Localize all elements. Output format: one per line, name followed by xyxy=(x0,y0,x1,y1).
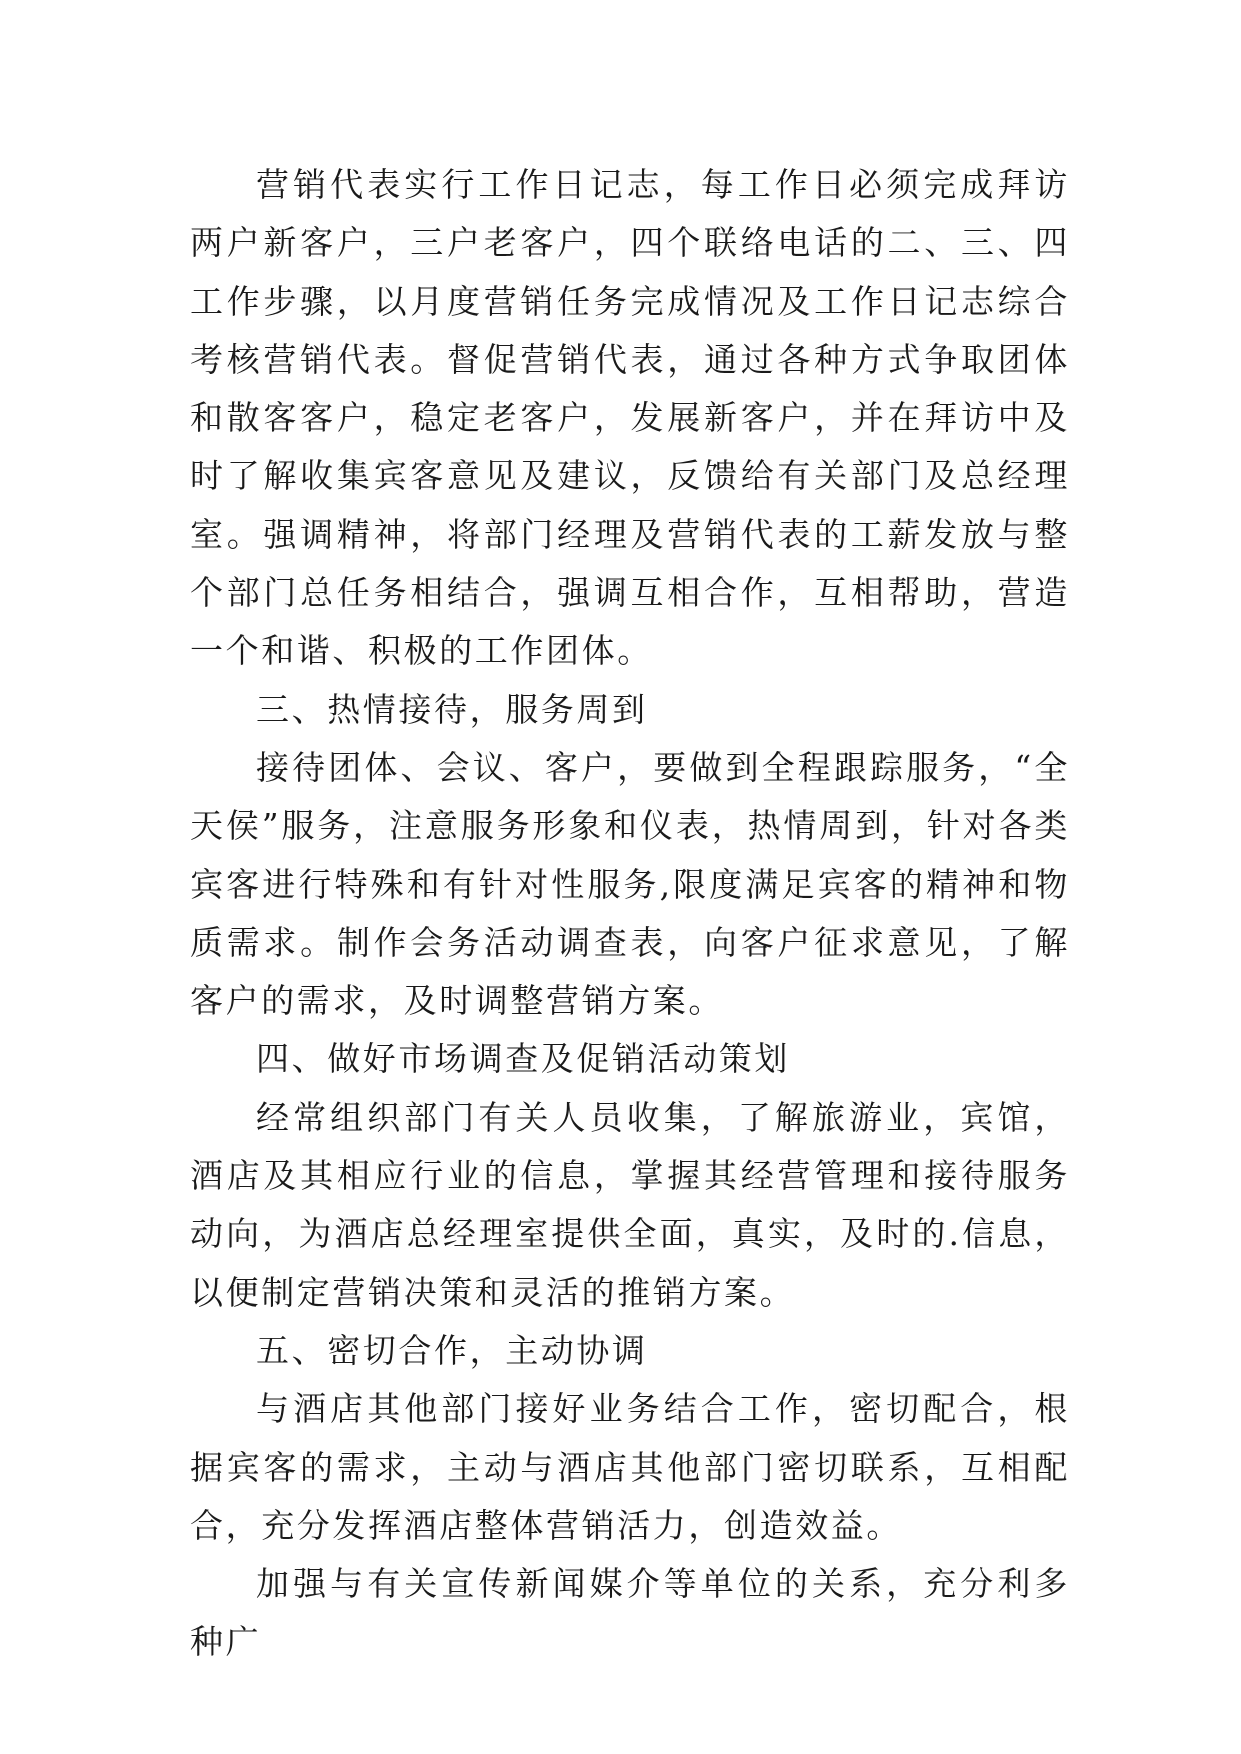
paragraph-cooperation: 与酒店其他部门接好业务结合工作，密切配合，根据宾客的需求，主动与酒店其他部门密切联系，互相配合，充分发挥酒店整体营销活力，创造效益。 xyxy=(190,1389,1070,1545)
paragraph-market-research: 经常组织部门有关人员收集，了解旅游业，宾馆，酒店及其相应行业的信息，掌握其经营管理和接待服务动向，为酒店总经理室提供全面，真实，及时的.信息，以便制定营销决策和灵活的推销方案。 xyxy=(190,1097,1070,1312)
heading-section-three: 三、热情接待，服务周到 xyxy=(256,689,648,729)
heading-section-five: 五、密切合作，主动协调 xyxy=(256,1330,648,1370)
heading-section-four: 四、做好市场调查及促销活动策划 xyxy=(256,1039,790,1079)
paragraph-reception: 接待团体、会议、客户，要做到全程跟踪服务，“全天侯”服务，注意服务形象和仪表，热情周到，针对各类宾客进行特殊和有针对性服务,限度满足宾客的精神和物质需求。制作会务活动调查表，向客户征求意见，了解客户的需求，及时调整营销方案。 xyxy=(190,747,1070,1021)
document-body xyxy=(190,156,1070,1672)
paragraph-marketing-reps: 营销代表实行工作日记志，每工作日必须完成拜访两户新客户，三户老客户，四个联络电话的二、三、四工作步骤，以月度营销任务完成情况及工作日记志综合考核营销代表。督促营销代表，通过各种方式争取团体和散客客户，稳定老客户，发展新客户，并在拜访中及时了解收集宾客意见及建议，反馈给有关部门及总经理室。强调精神，将部门经理及营销代表的工薪发放与整个部门总任务相结合，强调互相合作，互相帮助，营造一个和谐、积极的工作团体。 xyxy=(190,165,1070,671)
paragraph-media: 加强与有关宣传新闻媒介等单位的关系，充分利多种广 xyxy=(190,1564,1070,1662)
